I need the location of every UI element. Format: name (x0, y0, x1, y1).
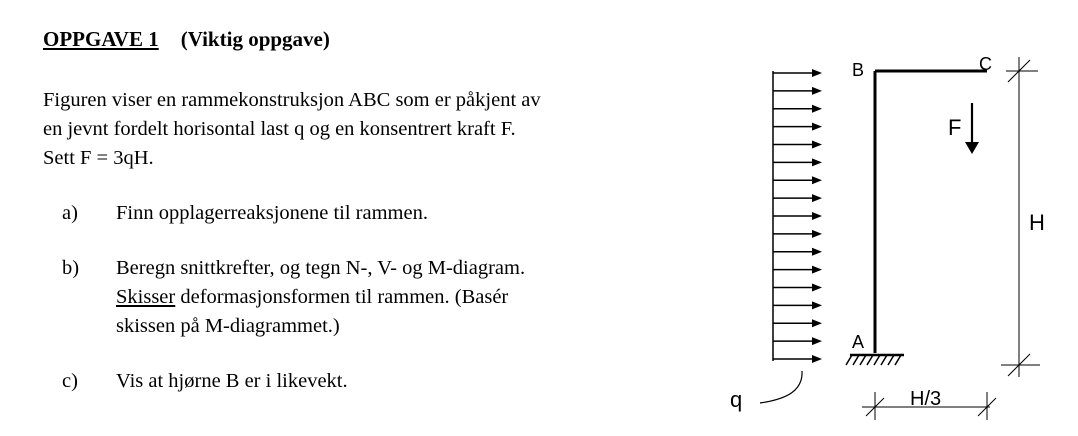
intro-line: Sett F = 3qH. (43, 147, 154, 169)
load-arrow-head (812, 355, 822, 363)
fixed-support-icon (846, 355, 904, 365)
load-arrow-head (812, 141, 822, 149)
subtask-text: Finn opplagerreaksjonene til rammen. (116, 202, 428, 224)
load-arrow-head (812, 194, 822, 202)
underlined-word: Skisser (116, 286, 176, 308)
load-arrows (773, 69, 822, 363)
subtask-line: skissen på M-diagrammet.) (116, 315, 340, 337)
subtask-label: c) (62, 370, 78, 392)
force-label: F (948, 115, 962, 140)
support-label-a: A (852, 332, 865, 352)
subtask-text: Vis at hjørne B er i likevekt. (116, 370, 348, 392)
load-arrow-head (812, 123, 822, 131)
load-arrow-head (812, 337, 822, 345)
load-arrow-head (812, 248, 822, 256)
subtask-label: b) (62, 257, 80, 279)
intro-line: en jevnt fordelt horisontal last q og en konsentrert kraft F. (43, 118, 516, 140)
load-arrow-head (812, 212, 822, 220)
load-arrow-head (812, 176, 822, 184)
load-arrow-head (812, 69, 822, 77)
joint-label-b: B (852, 60, 865, 80)
load-leader-line (760, 371, 802, 403)
force-arrow (965, 103, 979, 154)
load-arrow-head (812, 230, 822, 238)
load-arrow-head (812, 266, 822, 274)
load-label: q (730, 387, 743, 412)
joint-label-c: C (979, 54, 992, 74)
task-note: (Viktig oppgave) (180, 27, 330, 51)
load-arrow-head (812, 301, 822, 309)
subtask-label: a) (62, 202, 78, 224)
subtask-line: Beregn snittkrefter, og tegn N-, V- og M-diagram. (116, 257, 526, 279)
load-arrow-head (812, 319, 822, 327)
load-arrow-head (812, 158, 822, 166)
intro-line: Figuren viser en rammekonstruksjon ABC som er påkjent av (43, 89, 541, 111)
load-arrow-head (812, 105, 822, 113)
load-arrow-head (812, 284, 822, 292)
width-label: H/3 (910, 388, 942, 410)
task-number: OPPGAVE 1 (43, 27, 159, 51)
subtask-line-rest: deformasjonsformen til rammen. (Basér (175, 286, 509, 308)
height-label: H (1029, 210, 1045, 235)
load-arrow-head (812, 87, 822, 95)
distributed-load (773, 69, 822, 363)
